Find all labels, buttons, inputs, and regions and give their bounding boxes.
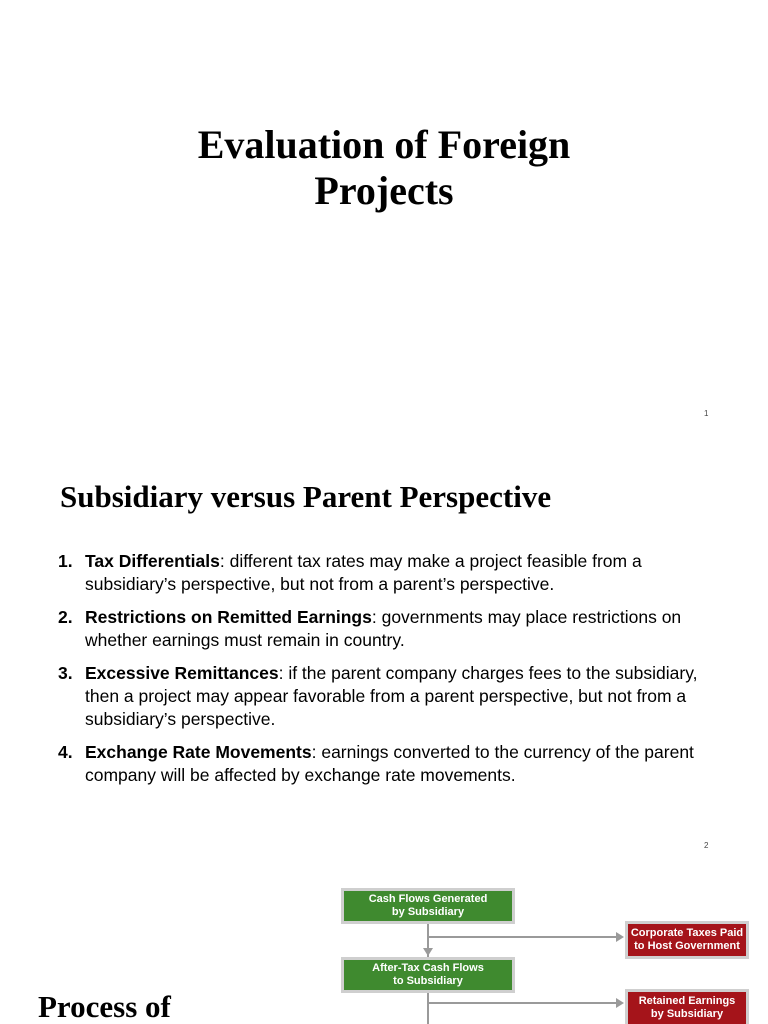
item-number: 2. bbox=[58, 607, 73, 627]
item-text: : if the parent company charges fees to the subsidiary, then a project may appear favorable from a parent perspective, but not from a subsidiary’s perspective. bbox=[85, 663, 698, 729]
diagram-box-after-tax-cash-flows: After-Tax Cash Flows to Subsidiary bbox=[344, 960, 512, 990]
title-line-2: Projects bbox=[314, 168, 454, 213]
diagram-box-cash-flows-generated: Cash Flows Generated by Subsidiary bbox=[344, 891, 512, 921]
item-term: Restrictions on Remitted Earnings bbox=[85, 607, 372, 627]
list-item bbox=[58, 550, 718, 596]
slide-title: Subsidiary versus Parent Perspective bbox=[60, 479, 552, 514]
arrow-down-icon bbox=[423, 948, 433, 956]
flow-connector-horizontal bbox=[428, 1002, 616, 1004]
diagram-box-corporate-taxes: Corporate Taxes Paid to Host Government bbox=[628, 924, 746, 956]
flow-connector-horizontal bbox=[428, 936, 616, 938]
perspective-list bbox=[58, 550, 718, 797]
item-number: 4. bbox=[58, 742, 73, 762]
item-term: Exchange Rate Movements bbox=[85, 742, 312, 762]
diagram-box-retained-earnings: Retained Earnings by Subsidiary bbox=[628, 992, 746, 1024]
list-item bbox=[58, 606, 718, 652]
item-text: : governments may place restrictions on whether earnings must remain in country. bbox=[85, 607, 682, 650]
title-line-1: Evaluation of Foreign bbox=[197, 122, 571, 167]
slide-1 bbox=[0, 0, 768, 432]
slide-title: Process of bbox=[38, 989, 171, 1024]
list-item bbox=[58, 741, 718, 787]
slide-3 bbox=[0, 864, 768, 1024]
item-number: 1. bbox=[58, 551, 73, 571]
page-number: 1 bbox=[704, 409, 709, 418]
item-number: 3. bbox=[58, 663, 73, 683]
slide-2 bbox=[0, 432, 768, 864]
item-term: Tax Differentials bbox=[85, 551, 220, 571]
page-number: 2 bbox=[704, 841, 709, 850]
item-text: : different tax rates may make a project feasible from a subsidiary’s perspective, but not from a parent’s perspective. bbox=[85, 551, 642, 594]
list-item bbox=[58, 662, 718, 731]
arrow-right-icon bbox=[616, 998, 624, 1008]
item-text: : earnings converted to the currency of the parent company will be affected by exchange rate movements. bbox=[85, 742, 694, 785]
arrow-right-icon bbox=[616, 932, 624, 942]
item-term: Excessive Remittances bbox=[85, 663, 279, 683]
slide-title bbox=[0, 122, 768, 214]
